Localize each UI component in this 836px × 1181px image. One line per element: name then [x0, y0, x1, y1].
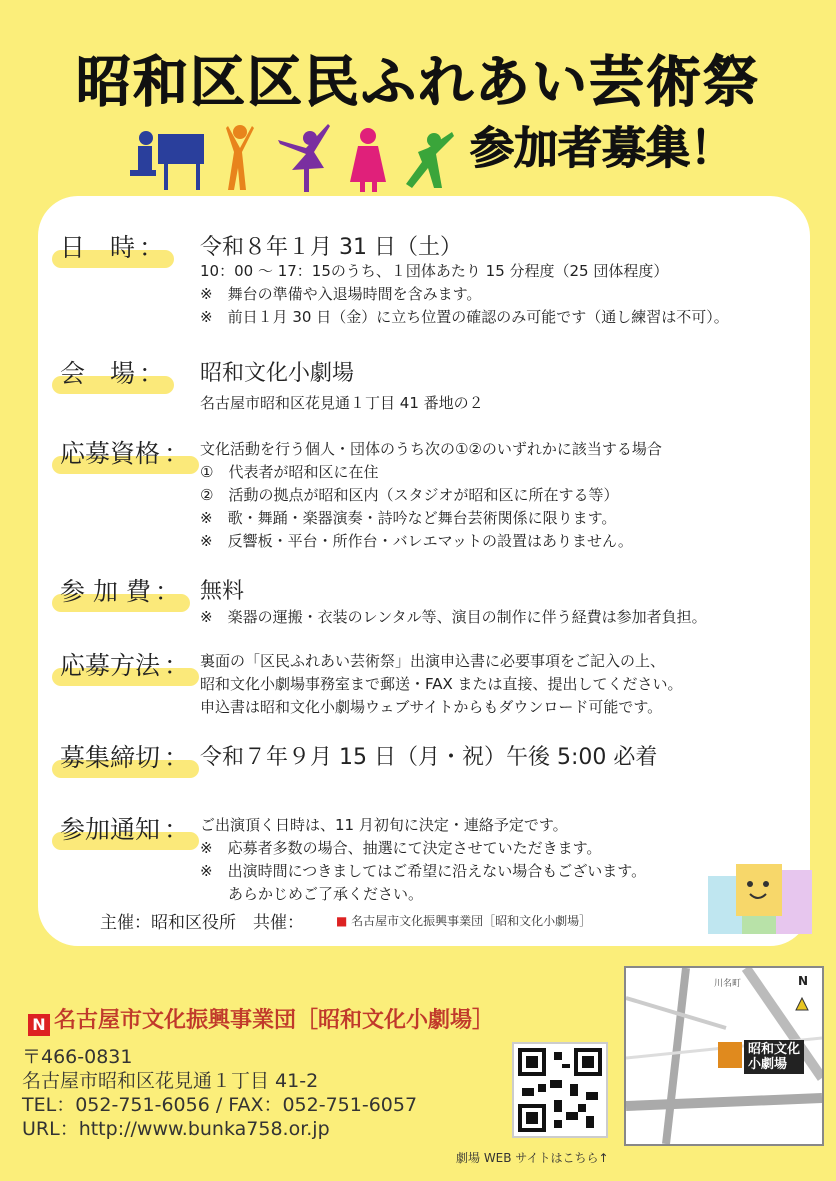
notice-line: ※ 出演時間につきましてはご希望に沿えない場合もございます。	[200, 862, 647, 880]
info-panel: 日 時 ： 令和８年１月 31 日（土） 10：00 ～ 17：15のうち、１団体あたり 15 分程度（25 団体程度） ※ 舞台の準備や入退場時間を含みます。 ※ 前日１月 30 日（金）に立ち位置の確認のみ可能です（通し練習は不可）。 会 場 ： 昭和文化小劇場 名古屋市昭和区花見通１丁目 41 番地の２ 応募資格 ： 文化活動を行う個人・団体のうち次の①②のいずれかに該当する場合 ① 代表者が昭和区に在住 ② 活動の拠点が昭和区内（スタジオが昭和区に所在する等） ※ 歌・舞踊・楽器演奏・詩吟など舞台芸術関係に限ります。 ※ 反響板・平台・所作台・バレエマットの設置はありません。 参 加 費 ： 無料 ※ 楽器の運搬・衣装のレンタル等、演目の制作に伴う経費は参加者負担。 応募方法 ： 裏面の「区民ふれあい芸術祭」出演申込書に必要事項をご記入の上、 昭和文化小劇場事務室まで郵送・FAX または直接、提出してください。 申込書は昭和文化小劇場ウェブサイトからもダウンロード可能です。 募集締切 ： 令和７年９月 15 日（月・祝）午後 5:00 必着 参加通知 ： ご出演頂く日時は、11 月初旬に決定・連絡予定です。 ※ 応募者多数の場合、抽選にて決定させていただきます。 ※ 出演時間につきましてはご希望に沿えない場合もございます。 あらかじめご了承ください。 主催：昭和区役所 共催： ■ 名古屋市文化振興事業団［昭和文化小劇場］	[38, 196, 810, 946]
cosponsor-text: ■ 名古屋市文化振興事業団［昭和文化小劇場］	[336, 914, 592, 928]
north-label: N	[798, 974, 809, 988]
venue-address: 名古屋市昭和区花見通１丁目 41 番地の２	[200, 394, 484, 412]
map-street-label: 川名町	[714, 979, 742, 989]
venue-main: 昭和文化小劇場	[200, 361, 355, 386]
qr-caption: 劇場 WEB サイトはこちら↑	[456, 1151, 609, 1165]
page-title: 昭和区区民ふれあい芸術祭	[75, 50, 760, 114]
ballet-dancer-icon	[278, 124, 330, 192]
eligibility-line: ② 活動の拠点が昭和区内（スタジオが昭和区に所在する等）	[200, 486, 619, 504]
eligibility-label: 応募資格	[60, 439, 161, 468]
theater-mascot-illustration	[706, 856, 816, 936]
date-line: ※ 舞台の準備や入退場時間を含みます。	[200, 285, 482, 303]
singer-icon	[350, 128, 386, 192]
foundation-logo-icon: N	[28, 1014, 50, 1036]
qr-code[interactable]	[512, 1042, 608, 1138]
date-main: 令和８年１月 31 日（土）	[200, 235, 462, 260]
fee-main: 無料	[200, 579, 245, 604]
fee-note: ※ 楽器の運搬・衣装のレンタル等、演目の制作に伴う経費は参加者負担。	[200, 608, 707, 626]
date-line: 10：00 ～ 17：15のうち、１団体あたり 15 分程度（25 団体程度）	[200, 262, 669, 280]
fee-label: 参 加 費	[60, 577, 151, 606]
method-line: 昭和文化小劇場事務室まで郵送・FAX または直接、提出してください。	[200, 675, 683, 693]
notice-line: あらかじめご了承ください。	[228, 885, 424, 903]
deadline-label: 募集締切	[60, 743, 161, 772]
postal-code: 〒466-0831	[22, 1046, 133, 1068]
eligibility-line: ※ 反響板・平台・所作台・バレエマットの設置はありません。	[200, 532, 633, 550]
eligibility-line: ① 代表者が昭和区に在住	[200, 463, 379, 481]
sponsor-text: 主催：昭和区役所 共催：	[100, 913, 304, 933]
vocalist-icon	[406, 132, 454, 188]
deadline-main: 令和７年９月 15 日（月・祝）午後 5:00 必着	[200, 745, 658, 770]
method-line: 申込書は昭和文化小劇場ウェブサイトからもダウンロード可能です。	[200, 698, 663, 716]
performers-illustration	[128, 118, 458, 198]
method-line: 裏面の「区民ふれあい芸術祭」出演申込書に必要事項をご記入の上、	[200, 652, 666, 670]
eligibility-line: 文化活動を行う個人・団体のうち次の①②のいずれかに該当する場合	[200, 440, 662, 458]
venue-label: 会 場	[60, 359, 136, 388]
organization-name: N 名古屋市文化振興事業団［昭和文化小劇場］	[28, 1003, 494, 1036]
qr-code-icon	[514, 1044, 606, 1136]
notice-line: ご出演頂く日時は、11 月初旬に決定・連絡予定です。	[200, 816, 568, 834]
website-url[interactable]: URL：http://www.bunka758.or.jp	[22, 1118, 330, 1140]
notice-label: 参加通知	[60, 815, 161, 844]
date-line: ※ 前日１月 30 日（金）に立ち位置の確認のみ可能です（通し練習は不可）。	[200, 308, 729, 326]
phone-fax: TEL：052-751-6056 / FAX：052-751-6057	[22, 1094, 418, 1116]
map-venue-label: 昭和文化 小劇場	[744, 1040, 804, 1074]
page-subtitle: 参加者募集！	[470, 123, 734, 174]
date-label: 日 時	[60, 233, 136, 262]
location-map	[624, 966, 824, 1146]
pianist-icon	[130, 131, 204, 190]
eligibility-line: ※ 歌・舞踊・楽器演奏・詩吟など舞台芸術関係に限ります。	[200, 509, 617, 527]
method-label: 応募方法	[60, 651, 161, 680]
venue-marker	[718, 1042, 742, 1068]
dancer-icon	[226, 125, 254, 190]
notice-line: ※ 応募者多数の場合、抽選にて決定させていただきます。	[200, 839, 602, 857]
address: 名古屋市昭和区花見通１丁目 41-2	[22, 1070, 319, 1092]
